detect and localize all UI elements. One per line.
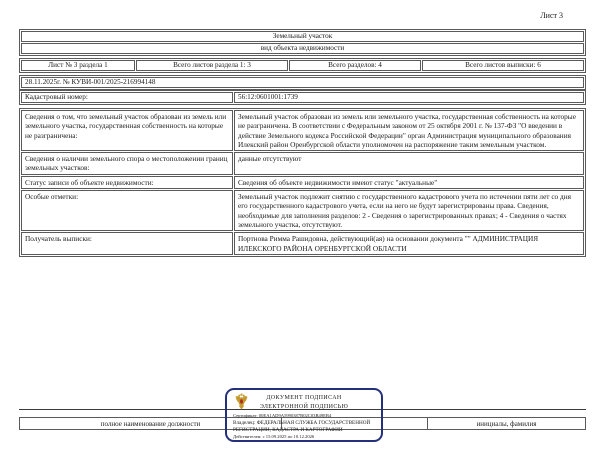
row-label-record-status: Статус записи об объекте недвижимости: bbox=[21, 176, 233, 189]
meta-total-sheets-extract: Всего листов выписки: 6 bbox=[422, 60, 584, 71]
stamp-certificate: Сертификат: 00EA1AD9A5990387B02C03B49EB4 bbox=[233, 413, 332, 418]
row-value-record-status: Сведения об объекте недвижимости имеют статус "актуальные" bbox=[234, 176, 584, 189]
table-row bbox=[21, 176, 584, 189]
table-row bbox=[21, 190, 584, 231]
row-label-land-dispute: Сведения о наличии земельного спора о местоположении границ земельных участков: bbox=[21, 152, 233, 175]
stamp-line-electronic-signature: ЭЛЕКТРОННОЙ ПОДПИСЬЮ bbox=[259, 404, 349, 410]
stamp-owner-line2: РЕГИСТРАЦИИ, КАДАСТРА И КАРТОГРАФИИ bbox=[233, 427, 343, 433]
sheet-number-label: Лист 3 bbox=[540, 11, 563, 20]
cadastral-number-label: Кадастровый номер: bbox=[21, 92, 233, 103]
row-value-special-notes: Земельный участок подлежит снятию с государственного кадастрового учета по истечении пяти лет со дня его государственного кадастрового учета, если на него не будут зарегистрированы права. Сведения, необходимые для заполнения разделов: 2 - Сведения о зарегистрированных правах; 4 - Сведения о частях земельного участка, отсутствуют. bbox=[234, 190, 584, 231]
meta-total-sheets-section: Всего листов раздела 1: 3 bbox=[136, 60, 288, 71]
signature-position-label: полное наименование должности bbox=[20, 418, 282, 430]
row-value-recipient: Портнова Римма Рашидовна, действующий(ая) на основании документа "" АДМИНИСТРАЦИЯ ИЛЕКСКОГО РАЙОНА ОРЕНБУРГСКОЙ ОБЛАСТИ bbox=[234, 232, 584, 255]
signature-initials-label: инициалы, фамилия bbox=[428, 418, 586, 430]
info-table bbox=[19, 108, 586, 257]
row-label-special-notes: Особые отметки: bbox=[21, 190, 233, 231]
sheets-meta-table bbox=[19, 58, 586, 73]
electronic-signature-stamp bbox=[225, 388, 383, 442]
table-row bbox=[21, 152, 584, 175]
cadastral-number-value: 56:12:0601001:1739 bbox=[234, 92, 584, 103]
object-type-table bbox=[19, 29, 586, 56]
date-request-number: 28.11.2025г. № КУВИ-001/2025-216994148 bbox=[21, 77, 584, 88]
date-number-table bbox=[19, 75, 586, 90]
stamp-line-document-signed: ДОКУМЕНТ ПОДПИСАН bbox=[266, 395, 342, 401]
row-value-land-dispute: данные отсутствуют bbox=[234, 152, 584, 175]
document-content bbox=[19, 29, 586, 257]
object-type-title: Земельный участок bbox=[21, 31, 584, 42]
stamp-owner-line1: Владелец: ФЕДЕРАЛЬНАЯ СЛУЖБА ГОСУДАРСТВЕННОЙ bbox=[233, 420, 371, 426]
meta-total-sections: Всего разделов: 4 bbox=[289, 60, 421, 71]
cadastral-number-table bbox=[19, 90, 586, 105]
meta-sheet-of-section: Лист № 3 раздела 1 bbox=[21, 60, 135, 71]
row-label-formed-from: Сведения о том, что земельный участок образован из земель или земельного участка, государственная собственность на которые не разграничена: bbox=[21, 110, 233, 151]
row-label-recipient: Получатель выписки: bbox=[21, 232, 233, 255]
table-row bbox=[21, 110, 584, 151]
stamp-validity: Действителен: с 15.09.2025 по 10.12.2026 bbox=[233, 434, 315, 439]
object-type-subtitle: вид объекта недвижимости bbox=[21, 43, 584, 54]
table-row bbox=[21, 232, 584, 255]
row-value-formed-from: Земельный участок образован из земель или земельного участка, государственная собственность на которые не разграничена. В соответствии с Федеральным законом от 25 октября 2001 г. № 137-ФЗ "О введении в действие Земельного кодекса Российской Федерации" орган Администрация муниципального образования Илекский район Оренбургской области уполномочен на распоряжение таким земельным участком. bbox=[234, 110, 584, 151]
